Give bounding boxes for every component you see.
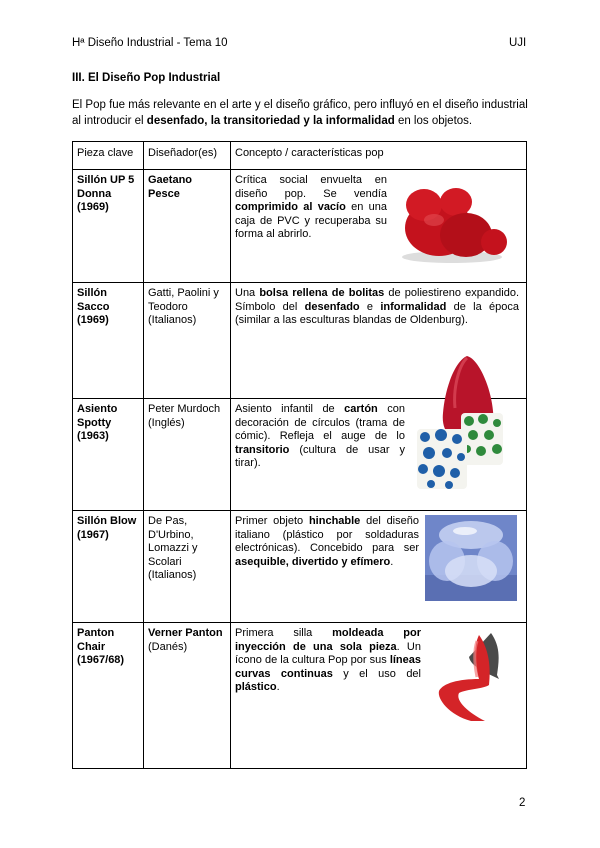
designer-cell: Gatti, Paolini y Teodoro (Italianos) <box>144 283 231 399</box>
page-number: 2 <box>519 797 526 809</box>
concept-cell <box>231 623 527 769</box>
text-run: . Un ícono de la cultura Pop por sus <box>235 640 421 666</box>
concept-text <box>235 287 519 328</box>
text-run: . <box>276 681 280 693</box>
concept-cell <box>231 283 527 399</box>
text-run: y el uso del <box>332 667 421 680</box>
running-header-institution: UJI <box>509 37 527 49</box>
concept-text <box>235 403 405 471</box>
designer-cell <box>144 623 231 769</box>
text-run-bold: moldeada por inyección de una sola pieza <box>235 627 421 653</box>
intro-text-bold: desenfado, la transitoriedad y la informalidad <box>146 115 395 127</box>
piece-cell: Panton Chair (1967/68) <box>73 623 144 769</box>
text-run-bold: comprimido al vacío <box>235 201 346 213</box>
table-row <box>73 399 527 511</box>
designer-cell: Gaetano Pesce <box>144 170 231 283</box>
concept-text <box>235 627 421 695</box>
text-run: Crítica social envuelta en diseño pop. Se vendía <box>235 174 387 200</box>
text-run: del diseño italiano (plástico por soldaduras electrónicas). Concebido para ser <box>235 515 419 554</box>
designer-cell: Peter Murdoch (Inglés) <box>144 399 231 511</box>
designer-cell: De Pas, D'Urbino, Lomazzi y Scolari (Italianos) <box>144 511 231 623</box>
concept-cell <box>231 399 527 511</box>
text-run: . <box>390 555 394 568</box>
text-run: Primera silla <box>235 627 333 639</box>
text-run: con decoración de círculos (trama de cómic). Refleja el auge de lo <box>235 403 405 442</box>
text-run: Asiento infantil de <box>235 403 345 415</box>
table-row <box>73 170 527 283</box>
concept-text <box>235 174 387 242</box>
header-concept: Concepto / características pop <box>231 142 527 170</box>
text-run-bold: asequible, divertido y efímero <box>235 555 391 568</box>
piece-cell: Sillón UP 5 Donna (1969) <box>73 170 144 283</box>
text-run-bold: cartón <box>344 403 378 415</box>
piece-cell: Sillón Sacco (1969) <box>73 283 144 399</box>
text-run-bold: bolsa rellena de bolitas <box>259 287 385 299</box>
spotty-cardboard-chairs-image <box>413 407 509 493</box>
intro-paragraph <box>72 97 532 129</box>
text-run-bold: transitorio <box>235 443 290 456</box>
header-designer: Diseñador(es) <box>144 142 231 170</box>
designer-name: Verner Panton <box>148 627 223 639</box>
table-row <box>73 623 527 769</box>
running-header-title: Hª Diseño Industrial - Tema 10 <box>72 37 228 49</box>
red-panton-chair-image <box>429 627 509 727</box>
header-piece: Pieza clave <box>73 142 144 170</box>
inflatable-blow-chair-image <box>425 515 517 601</box>
table-header-row <box>73 142 527 170</box>
concept-cell <box>231 170 527 283</box>
text-run: Primer objeto <box>235 515 309 527</box>
piece-cell: Sillón Blow (1967) <box>73 511 144 623</box>
concept-text <box>235 515 419 569</box>
text-run: de poliestireno expandido. Símbolo del <box>235 287 519 313</box>
designer-nationality: (Danés) <box>148 640 188 653</box>
text-run: (cultura de usar y tirar). <box>235 443 405 469</box>
text-run-bold: informalidad <box>380 300 447 313</box>
pop-design-table <box>72 141 527 769</box>
text-run: en una caja de PVC y recuperaba su forma al abrirlo. <box>235 201 387 240</box>
section-title: III. El Diseño Pop Industrial <box>72 72 221 84</box>
text-run: de la época (similar a las esculturas blandas de Oldenburg). <box>235 300 519 326</box>
table-row <box>73 283 527 399</box>
text-run-bold: plástico <box>235 681 277 693</box>
table-row <box>73 511 527 623</box>
intro-text-pre: El Pop fue más relevante en el arte y el diseño gráfico, pero influyó en el diseño industrial al introducir el <box>72 99 528 127</box>
text-run: e <box>359 300 381 313</box>
concept-cell <box>231 511 527 623</box>
text-run-bold: líneas curvas continuas <box>235 654 421 680</box>
red-up5-armchair-image <box>394 180 511 267</box>
text-run: Una <box>235 287 260 299</box>
piece-cell: Asiento Spotty (1963) <box>73 399 144 511</box>
text-run-bold: desenfado <box>304 300 360 313</box>
text-run-bold: hinchable <box>308 515 361 527</box>
intro-text-post: en los objetos. <box>394 115 473 127</box>
